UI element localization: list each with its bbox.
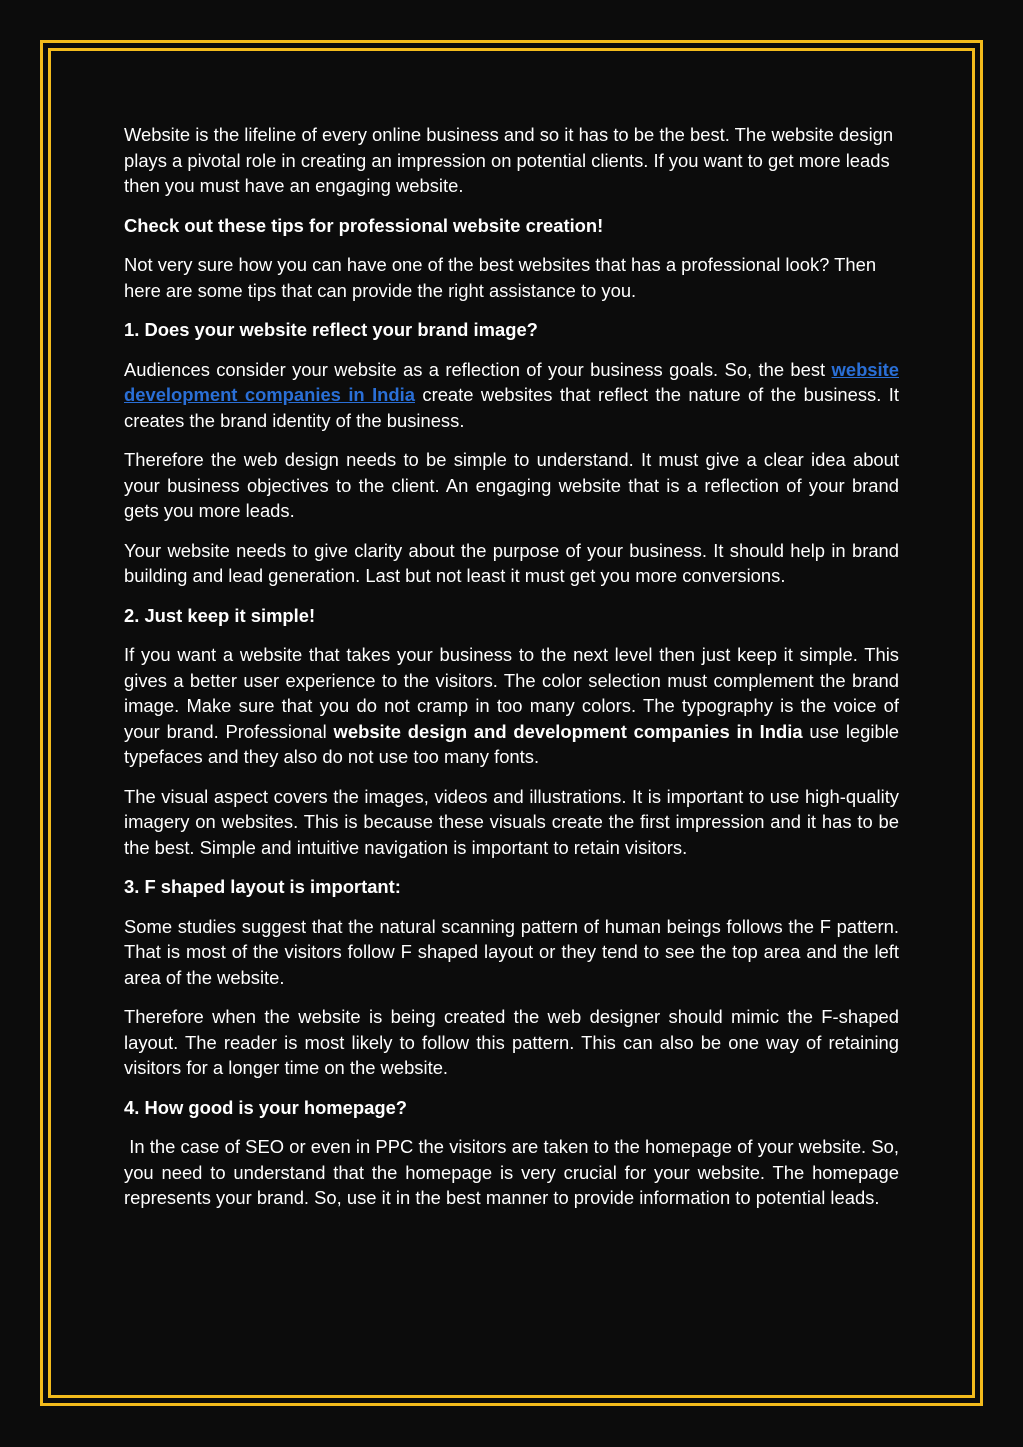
section-4-heading: 4. How good is your homepage?	[124, 1096, 408, 1118]
section-2-paragraph-1	[124, 642, 899, 770]
section-3-heading: 3. F shaped layout is important:	[124, 876, 401, 897]
section-3-paragraph-1: Some studies suggest that the natural scanning pattern of human beings follows the F pattern. That is most of the visitors follow F shaped layout or they tend to see the top area and the left area of the website.	[124, 915, 899, 988]
section-1-text-after-link: create websites that reflect the nature of the business. It creates the brand identity of the business.	[124, 384, 899, 431]
section-2-paragraph-2: The visual aspect covers the images, videos and illustrations. It is important to use high-quality imagery on websites. This is because these visuals create the first impression and it has to be the best. Simple and intuitive navigation is important to retain visitors.	[124, 785, 899, 858]
tips-intro-paragraph: Not very sure how you can have one of the best websites that has a professional look? Then here are some tips that can provide the right assistance to you.	[124, 254, 877, 301]
article-body	[124, 122, 905, 1225]
section-1-paragraph-2: Therefore the web design needs to be simple to understand. It must give a clear idea about your business objectives to the client. An engaging website that is a reflection of your brand gets you more leads.	[124, 449, 899, 521]
section-1-text-before-link: Audiences consider your website as a reflection of your business goals. So, the best	[124, 358, 832, 380]
section-4-paragraph-1: In the case of SEO or even in PPC the visitors are taken to the homepage of your website. So, you need to understand that the homepage is very crucial for your website. The homepage represents your brand. So, use it in the best manner to provide information to potential leads.	[124, 1136, 905, 1208]
section-1-paragraph-1	[124, 357, 899, 434]
section-3-paragraph-2: Therefore when the website is being created the web designer should mimic the F-shaped layout. The reader is most likely to follow this pattern. This can also be one way of retaining visitors for a longer time on the website.	[124, 1006, 899, 1078]
tips-heading: Check out these tips for professional website creation!	[124, 214, 604, 236]
section-2-text-after-bold: use legible typefaces and they also do not use too many fonts.	[124, 720, 900, 767]
section-1-heading: 1. Does your website reflect your brand image?	[124, 319, 538, 340]
intro-paragraph: Website is the lifeline of every online business and so it has to be the best. The website design plays a pivotal role in creating an impression on potential clients. If you want to get more leads then you must have an engaging website.	[124, 124, 894, 196]
section-2-bold-keyword: website design and development companies in India	[333, 720, 803, 742]
website-development-companies-link[interactable]: website development companies in India	[124, 358, 899, 405]
section-2-heading: 2. Just keep it simple!	[124, 604, 316, 626]
section-2-text-before-bold: If you want a website that takes your business to the next level then just keep it simple. This gives a better user experience to the visitors. The color selection must complement the brand image. Make sure that you do not cramp in too many colors. The typography is the voice of your brand. Professional	[124, 644, 899, 742]
section-1-paragraph-3: Your website needs to give clarity about the purpose of your business. It should help in brand building and lead generation. Last but not least it must get you more conversions.	[124, 539, 899, 586]
